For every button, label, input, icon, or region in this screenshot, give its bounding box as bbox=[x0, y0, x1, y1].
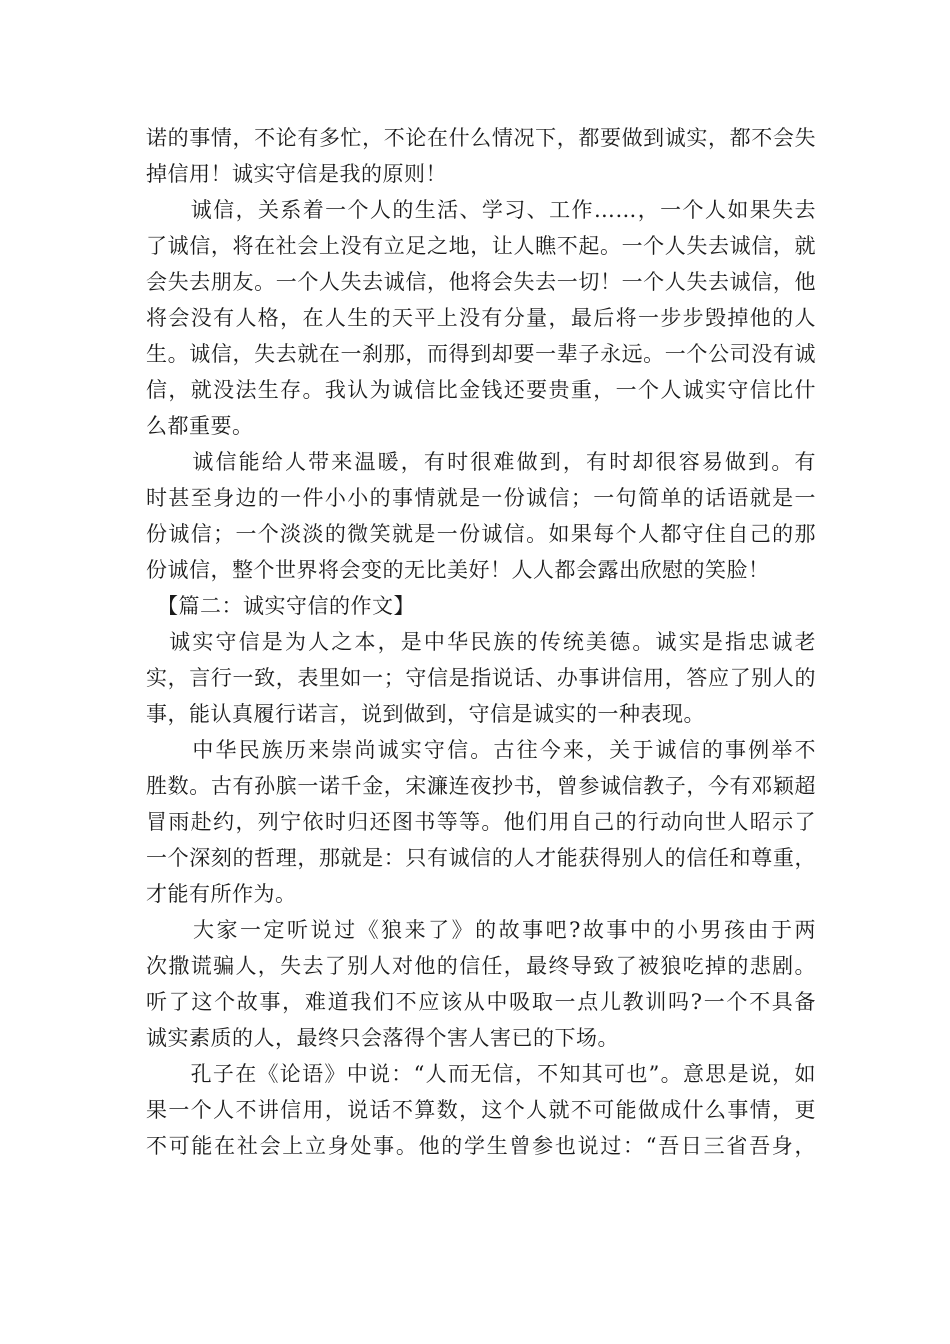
text-line: 胜数。古有孙膑一诺千金，宋濂连夜抄书，曾参诚信教子，今有邓颖超 bbox=[146, 774, 816, 798]
text-line: 中华民族历来崇尚诚实守信。古往今来，关于诚信的事例举不 bbox=[146, 738, 816, 762]
text-line: 份诚信；一个淡淡的微笑就是一份诚信。如果每个人都守住自己的那 bbox=[146, 522, 816, 546]
text-line: 掉信用！诚实守信是我的原则！ bbox=[146, 162, 447, 186]
text-line: 果一个人不讲信用，说话不算数，这个人就不可能做成什么事情，更 bbox=[146, 1098, 816, 1122]
text-line: 诚信，关系着一个人的生活、学习、工作……，一个人如果失去 bbox=[146, 198, 816, 222]
text-line: 生。诚信，失去就在一刹那，而得到却要一辈子永远。一个公司没有诚 bbox=[146, 342, 816, 366]
text-line: 信，就没法生存。我认为诚信比金钱还要贵重，一个人诚实守信比什 bbox=[146, 378, 816, 402]
text-line: 诚信能给人带来温暖，有时很难做到，有时却很容易做到。有 bbox=[146, 450, 816, 474]
text-line: 次撒谎骗人，失去了别人对他的信任，最终导致了被狼吃掉的悲剧。 bbox=[146, 954, 816, 978]
text-line: 么都重要。 bbox=[146, 414, 254, 438]
text-line: 会失去朋友。一个人失去诚信，他将会失去一切！一个人失去诚信，他 bbox=[146, 270, 816, 294]
text-line: 时甚至身边的一件小小的事情就是一份诚信；一句简单的话语就是一 bbox=[146, 486, 816, 510]
section-heading: 【篇二：诚实守信的作文】 bbox=[146, 594, 415, 618]
text-line: 才能有所作为。 bbox=[146, 882, 297, 906]
text-line: 孔子在《论语》中说：“人而无信，不知其可也”。意思是说，如 bbox=[146, 1062, 816, 1086]
text-line: 实，言行一致，表里如一；守信是指说话、办事讲信用，答应了别人的 bbox=[146, 666, 816, 690]
text-line: 将会没有人格，在人生的天平上没有分量，最后将一步步毁掉他的人 bbox=[146, 306, 816, 330]
text-line: 大家一定听说过《狼来了》的故事吧?故事中的小男孩由于两 bbox=[146, 918, 816, 942]
text-line: 诚实素质的人，最终只会落得个害人害已的下场。 bbox=[146, 1026, 619, 1050]
text-line: 一个深刻的哲理，那就是：只有诚信的人才能获得别人的信任和尊重， bbox=[146, 846, 816, 870]
text-line: 冒雨赴约，列宁依时归还图书等等。他们用自己的行动向世人昭示了 bbox=[146, 810, 816, 834]
text-line: 诚实守信是为人之本，是中华民族的传统美德。诚实是指忠诚老 bbox=[146, 630, 816, 654]
text-line: 不可能在社会上立身处事。他的学生曾参也说过：“吾日三省吾身， bbox=[146, 1134, 816, 1158]
text-line: 了诚信，将在社会上没有立足之地，让人瞧不起。一个人失去诚信，就 bbox=[146, 234, 816, 258]
text-line: 事，能认真履行诺言，说到做到，守信是诚实的一种表现。 bbox=[146, 702, 705, 726]
text-line: 份诚信，整个世界将会变的无比美好！人人都会露出欣慰的笑脸！ bbox=[146, 558, 770, 582]
text-line: 诺的事情，不论有多忙，不论在什么情况下，都要做到诚实，都不会失 bbox=[146, 126, 816, 150]
text-line: 听了这个故事，难道我们不应该从中吸取一点儿教训吗?一个不具备 bbox=[146, 990, 816, 1014]
